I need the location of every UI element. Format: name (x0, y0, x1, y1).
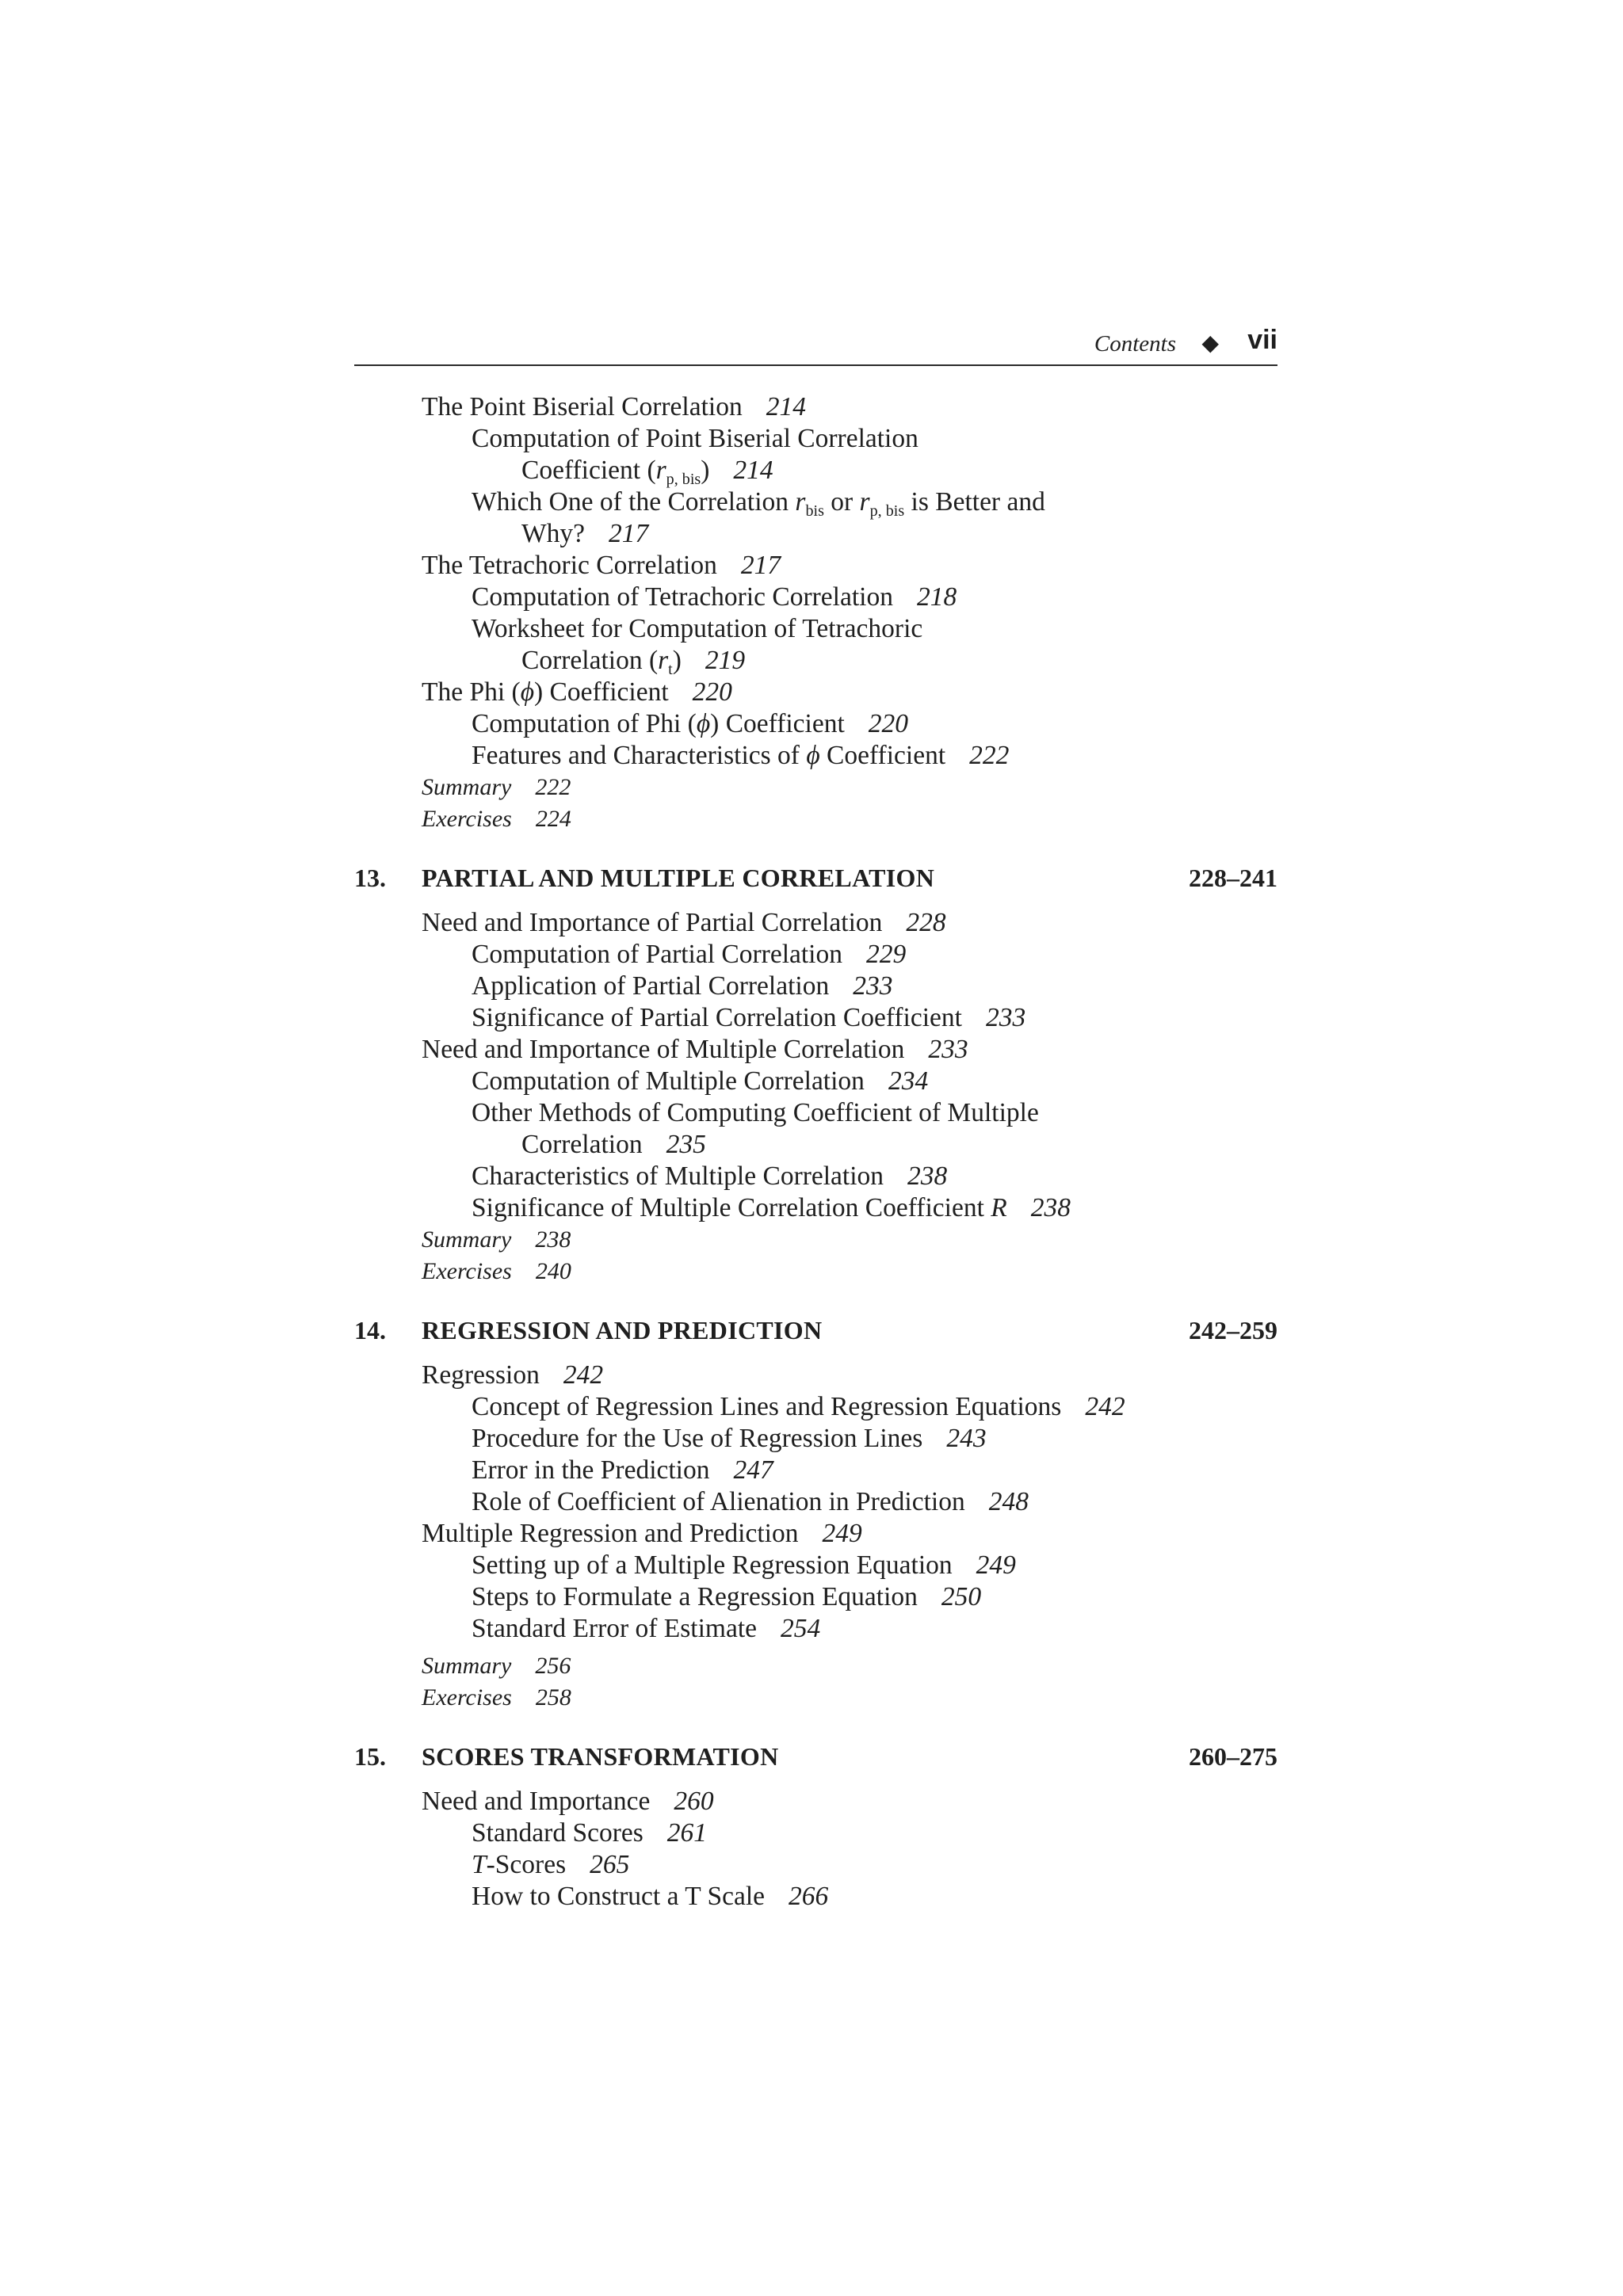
entry-page: 234 (888, 1066, 929, 1096)
entry-page: 260 (674, 1787, 714, 1816)
toc-entry: Role of Coefficient of Alienation in Prediction 248 (472, 1487, 1029, 1516)
entry-page: 242 (563, 1360, 604, 1390)
entry-page: 238 (535, 1226, 571, 1253)
entry-page: 266 (789, 1882, 829, 1911)
diamond-separator-icon: ◆ (1201, 331, 1219, 356)
toc-entry: Characteristics of Multiple Correlation 238 (472, 1161, 948, 1191)
toc-entry: Coefficient $(r_{p, bis})$ 214 (521, 456, 773, 489)
entry-page: 235 (666, 1130, 706, 1159)
toc-entry: Why? 217 (521, 519, 649, 548)
toc-entry: Summary 256 (422, 1653, 571, 1679)
chapter-title: SCORES TRANSFORMATION (422, 1742, 779, 1771)
entry-page: 224 (535, 806, 571, 832)
toc-entry: Features and Characteristics of ϕ Coefficient 222 (472, 741, 1010, 770)
toc-entry: Summary 238 (422, 1226, 571, 1253)
toc-entry: Other Methods of Computing Coefficient of Multiple (472, 1098, 1039, 1127)
entry-page: 217 (740, 551, 781, 580)
toc-entry: Computation of Partial Correlation 229 (472, 940, 907, 969)
entry-page: 247 (733, 1455, 773, 1485)
toc-entry: Computation of Tetrachoric Correlation 218 (472, 582, 957, 612)
toc-entry: Which One of the Correlation $r_{bis}$ or $r_{p, bis}$ is Better and (472, 487, 1045, 521)
toc-entry: Multiple Regression and Prediction 249 (422, 1519, 862, 1548)
chapter-number: 15. (354, 1742, 386, 1771)
entry-page: 258 (535, 1684, 571, 1711)
entry-page: 222 (969, 741, 1010, 770)
entry-page: 249 (976, 1550, 1016, 1580)
toc-entry: How to Construct a T Scale 266 (472, 1882, 829, 1911)
chapter-title: REGRESSION AND PREDICTION (422, 1316, 823, 1344)
entry-title: The Point Biserial Correlation (422, 392, 743, 421)
entry-page: 261 (666, 1818, 708, 1848)
running-title: Contents (1094, 331, 1176, 357)
toc-entry: Regression 242 (422, 1360, 604, 1390)
entry-page: 265 (590, 1850, 630, 1879)
toc-entry: Procedure for the Use of Regression Lines 243 (472, 1424, 987, 1453)
toc-entry: Need and Importance 260 (422, 1787, 714, 1816)
entry-page: 242 (1085, 1392, 1125, 1421)
entry-page: 238 (907, 1161, 948, 1191)
toc-entry: Worksheet for Computation of Tetrachoric (472, 614, 923, 643)
toc-entry (422, 391, 806, 423)
entry-page: 220 (868, 709, 909, 738)
entry-page: 214 (733, 456, 773, 485)
entry-page: 238 (1030, 1193, 1071, 1222)
entry-page: 214 (766, 392, 806, 421)
entry-page: 240 (535, 1258, 571, 1284)
entry-page: 254 (781, 1614, 821, 1643)
entry-page: 248 (988, 1487, 1029, 1516)
toc-entry: Concept of Regression Lines and Regression Equations 242 (472, 1392, 1125, 1421)
toc-entry: The Tetrachoric Correlation 217 (422, 551, 781, 580)
toc-entry: The Phi (ϕ) Coefficient 220 (422, 677, 732, 707)
entry-page: 228 (906, 908, 946, 937)
toc-entry: Exercises 240 (422, 1258, 571, 1284)
toc-entry: Application of Partial Correlation 233 (472, 971, 893, 1001)
chapter-page-range: 260–275 (1189, 1742, 1277, 1771)
toc-entry: Need and Importance of Partial Correlation 228 (422, 908, 946, 937)
running-header (354, 326, 1277, 366)
chapter-number: 13. (354, 864, 386, 892)
toc-entry: Computation of Phi (ϕ) Coefficient 220 (472, 709, 909, 738)
toc-entry: Standard Error of Estimate 254 (472, 1614, 821, 1643)
toc-entry: Exercises 224 (422, 806, 571, 832)
entry-page: 243 (946, 1424, 987, 1453)
toc-entry: Computation of Multiple Correlation 234 (472, 1066, 929, 1096)
entry-page: 256 (535, 1653, 571, 1679)
entry-page: 233 (985, 1003, 1026, 1032)
entry-page: 220 (692, 677, 732, 707)
entry-page: 218 (916, 582, 957, 612)
toc-entry: Summary 222 (422, 774, 571, 800)
entry-page: 217 (609, 519, 649, 548)
entry-page: 250 (941, 1582, 982, 1611)
entry-page: 222 (535, 774, 571, 800)
toc-entry: Need and Importance of Multiple Correlation 233 (422, 1035, 968, 1064)
toc-entry: Correlation $(r_t)$ 219 (521, 646, 746, 679)
toc-entry: Error in the Prediction 247 (472, 1455, 773, 1485)
toc-entry: T-Scores 265 (472, 1850, 630, 1879)
page-number: vii (1247, 325, 1277, 355)
toc-entry: Setting up of a Multiple Regression Equation 249 (472, 1550, 1016, 1580)
entry-page: 233 (928, 1035, 968, 1064)
chapter-number: 14. (354, 1316, 386, 1344)
chapter-page-range: 228–241 (1189, 864, 1277, 892)
chapter-page-range: 242–259 (1189, 1316, 1277, 1344)
entry-page: 249 (822, 1519, 862, 1548)
entry-title: Computation of Point Biserial Correlation (472, 424, 918, 453)
toc-entry: Significance of Partial Correlation Coefficient 233 (472, 1003, 1026, 1032)
chapter-title: PARTIAL AND MULTIPLE CORRELATION (422, 864, 935, 892)
toc-entry: Correlation 235 (521, 1130, 706, 1159)
entry-page: 219 (705, 646, 746, 675)
toc-entry (472, 423, 918, 455)
entry-page: 233 (853, 971, 893, 1001)
entry-page: 229 (866, 940, 907, 969)
toc-entry: Steps to Formulate a Regression Equation 250 (472, 1582, 982, 1611)
toc-entry: Significance of Multiple Correlation Coefficient R 238 (472, 1193, 1071, 1222)
toc-entry: Standard Scores 261 (472, 1818, 708, 1848)
toc-entry: Exercises 258 (422, 1684, 571, 1711)
